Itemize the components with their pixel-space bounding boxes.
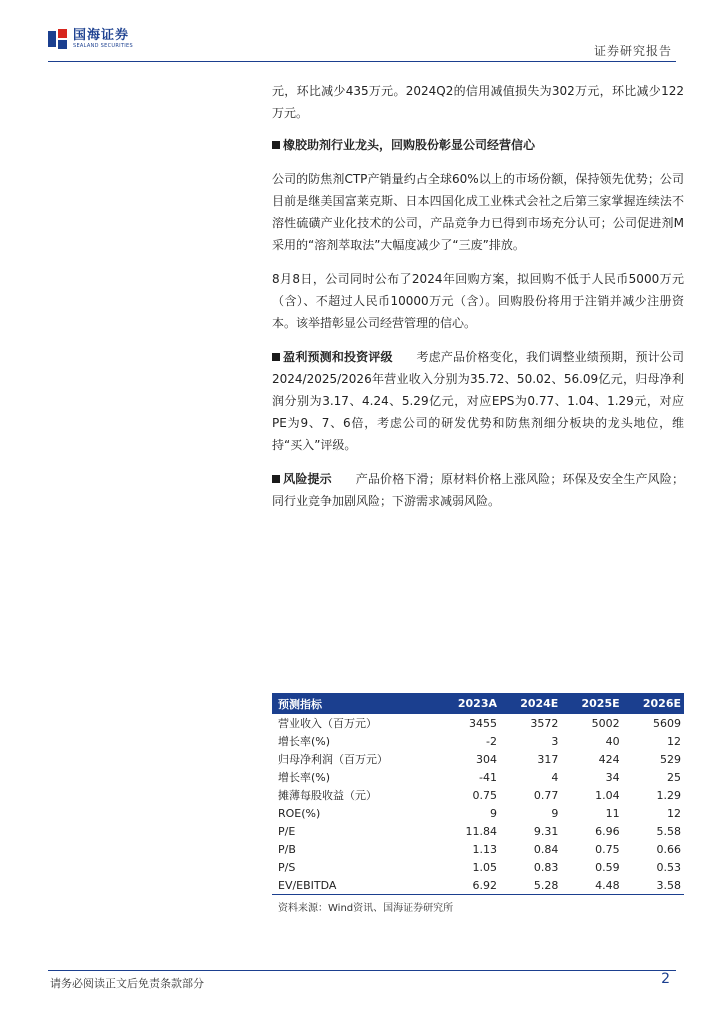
page-number: 2 — [661, 971, 670, 987]
table-row — [272, 876, 684, 895]
table-cell: 0.75 — [472, 788, 498, 802]
table-cell: 0.75 — [595, 842, 620, 856]
table-cell: 529 — [660, 752, 681, 766]
table-cell: 4.48 — [561, 876, 622, 895]
table-row — [272, 714, 684, 732]
table-header-cell: 2023A — [437, 693, 500, 714]
logo-mark-icon — [48, 29, 68, 49]
table-cell: 11 — [605, 806, 620, 820]
section-title: 盈利预测和投资评级 — [283, 350, 393, 364]
table-cell: 424 — [598, 752, 620, 766]
table-row — [272, 822, 684, 840]
report-body — [272, 80, 684, 524]
table-cell: 0.59 — [595, 860, 620, 874]
table-cell: 12 — [667, 734, 681, 748]
table-row — [272, 840, 684, 858]
table-cell: 6.92 — [437, 876, 500, 895]
report-type-label: 证券研究报告 — [593, 44, 672, 58]
table-cell: 40 — [605, 734, 620, 748]
table-cell: 34 — [605, 770, 620, 784]
table-cell: 3455 — [469, 716, 498, 730]
section-text: 考虑产品价格变化，我们调整业绩预期，预计公司2024/2025/2026年营业收入分别为35.72、50.02、56.09亿元，归母净利润分别为3.17、4.24、5.29亿元，对应EPS为0.77、1.04、1.29元，对应PE为9、7、6倍，考虑公司的研发优势和防焦剂细分板块的龙头地位，维持“买入”评级。 — [272, 350, 684, 452]
table-cell: P/S — [278, 860, 296, 874]
table-header-cell: 2024E — [500, 693, 561, 714]
table-cell: EV/EBITDA — [272, 876, 437, 895]
section-title: 橡胶助剂行业龙头，回购股份彰显公司经营信心 — [283, 138, 536, 152]
paragraph-buyback: 8月8日，公司同时公布了2024年回购方案，拟回购不低于人民币5000万元（含）、不超过人民币10000万元（含）。回购股份将用于注销并减少注册资本。该举措彰显公司经营管理的信心。 — [272, 272, 684, 330]
table-cell: 归母净利润（百万元） — [278, 753, 388, 766]
table-cell: 11.84 — [465, 824, 498, 838]
table-cell: 0.84 — [533, 842, 559, 856]
table-cell: -41 — [479, 770, 498, 784]
table-cell: 0.83 — [533, 860, 559, 874]
table-cell: 3 — [551, 734, 559, 748]
section-text: 产品价格下滑；原材料价格上涨风险；环保及安全生产风险；同行业竞争加剧风险；下游需求减弱风险。 — [272, 472, 684, 508]
table-cell: 营业收入（百万元） — [278, 717, 377, 730]
table-header-cell: 2026E — [623, 693, 684, 714]
table-cell: 0.77 — [533, 788, 559, 802]
table-row — [272, 750, 684, 768]
table-cell: 12 — [667, 806, 681, 820]
table-header-cell: 预测指标 — [272, 693, 437, 714]
table-cell: ROE(%) — [278, 806, 321, 820]
table-header-cell: 2025E — [561, 693, 622, 714]
table-cell: 304 — [476, 752, 498, 766]
table-cell: 1.05 — [472, 860, 498, 874]
table-cell: 5.28 — [500, 876, 561, 895]
table-cell: P/E — [278, 824, 296, 838]
table-cell: 3572 — [530, 716, 559, 730]
forecast-table — [272, 693, 684, 895]
footer-divider — [48, 970, 676, 971]
table-row — [272, 768, 684, 786]
forecast-table-container — [272, 693, 684, 914]
table-row — [272, 732, 684, 750]
table-cell: 25 — [667, 770, 681, 784]
table-cell: 9.31 — [533, 824, 559, 838]
footer-disclaimer: 请务必阅读正文后免责条款部分 — [50, 977, 204, 990]
table-cell: 6.96 — [595, 824, 620, 838]
table-cell: 4 — [551, 770, 559, 784]
table-cell: 0.53 — [656, 860, 681, 874]
table-cell: 5002 — [591, 716, 620, 730]
paragraph-risk-warning — [272, 468, 684, 512]
paragraph-earnings-forecast — [272, 346, 684, 456]
table-cell: 5609 — [653, 716, 681, 730]
table-cell: 1.13 — [472, 842, 498, 856]
table-cell: 0.66 — [656, 842, 681, 856]
paragraph-credit-impairment: 元，环比减少435万元。2024Q2的信用减值损失为302万元，环比减少122万元。 — [272, 84, 684, 120]
table-cell: 摊薄每股收益（元） — [278, 789, 377, 802]
page-header — [0, 0, 724, 62]
table-cell: 增长率(%) — [278, 735, 331, 748]
header-divider — [48, 61, 676, 62]
table-cell: 1.29 — [656, 788, 681, 802]
table-cell: 9 — [551, 806, 559, 820]
table-source-note: 资料来源：Wind资讯、国海证券研究所 — [278, 903, 454, 914]
table-row — [272, 858, 684, 876]
table-cell: 1.04 — [595, 788, 620, 802]
table-cell: -2 — [486, 734, 498, 748]
table-row — [272, 786, 684, 804]
table-cell: 3.58 — [623, 876, 684, 895]
company-logo — [48, 29, 133, 49]
table-cell: 增长率(%) — [278, 771, 331, 784]
section-title: 风险提示 — [283, 472, 332, 486]
table-cell: P/B — [278, 842, 296, 856]
table-row — [272, 804, 684, 822]
table-cell: 317 — [537, 752, 559, 766]
table-cell: 5.58 — [656, 824, 681, 838]
paragraph-market-share: 公司的防焦剂CTP产销量约占全球60%以上的市场份额，保持领先优势；公司目前是继美国富莱克斯、日本四国化成工业株式会社之后第三家掌握连续法不溶性硫磺产业化技术的公司，产品竞争力已得到市场充分认可；公司促进剂M采用的“溶剂萃取法”大幅度减少了“三废”排放。 — [272, 172, 684, 252]
square-bullet-icon — [272, 353, 280, 361]
section-heading-industry-leader — [272, 134, 684, 156]
square-bullet-icon — [272, 475, 280, 483]
logo-name-cn: 国海证券 — [73, 28, 130, 43]
square-bullet-icon — [272, 141, 280, 149]
logo-name-en: SEALAND SECURITIES — [73, 43, 133, 49]
table-cell: 9 — [490, 806, 498, 820]
table-header-row — [272, 693, 684, 714]
